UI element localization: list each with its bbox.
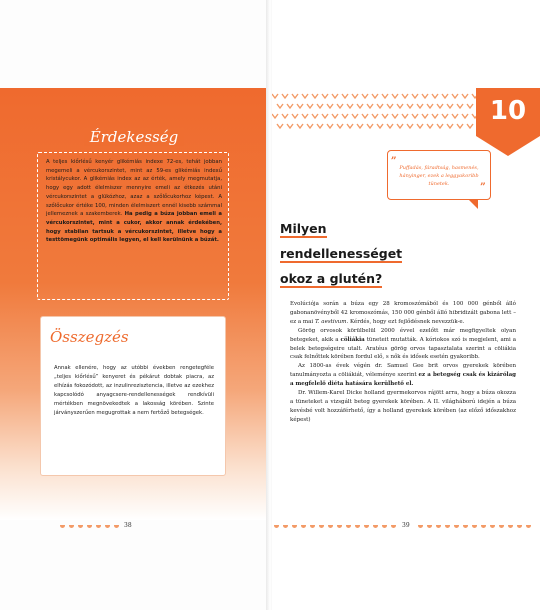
- chevron-mark: [462, 94, 468, 98]
- right-page: [272, 0, 540, 610]
- chevron-mark: [357, 104, 363, 108]
- chevron-mark: [332, 94, 338, 98]
- chevron-mark: [277, 104, 283, 108]
- chevron-mark: [342, 114, 348, 118]
- chevron-mark: [362, 114, 368, 118]
- chevron-mark: [432, 114, 438, 118]
- chevron-mark: [327, 104, 333, 108]
- chevron-mark: [402, 114, 408, 118]
- chevron-mark: [337, 104, 343, 108]
- chevron-mark: [387, 124, 393, 128]
- chevron-mark: [452, 94, 458, 98]
- pattern-dot: [328, 525, 333, 528]
- pattern-dot: [364, 525, 369, 528]
- chevron-mark: [317, 124, 323, 128]
- pattern-dot: [427, 525, 432, 528]
- chapter-heading: [280, 218, 480, 293]
- pattern-dot: [60, 525, 65, 528]
- pattern-dot: [508, 525, 513, 528]
- chevron-mark: [312, 114, 318, 118]
- chevron-mark: [332, 114, 338, 118]
- body-text: [290, 300, 516, 425]
- chevron-mark: [377, 104, 383, 108]
- chevron-mark: [302, 94, 308, 98]
- chevron-mark: [292, 114, 298, 118]
- chevron-mark: [412, 114, 418, 118]
- pattern-dot: [310, 525, 315, 528]
- chevron-mark: [467, 124, 473, 128]
- pattern-dot: [319, 525, 324, 528]
- chevron-mark: [312, 94, 318, 98]
- pattern-dot: [490, 525, 495, 528]
- chevron-mark: [422, 114, 428, 118]
- quote-text: Puffadás, fáradtság, hasmenés, hányinger, ezek a leggyakoribb tünetek.: [399, 165, 479, 187]
- chevron-mark: [417, 104, 423, 108]
- chevron-mark: [337, 124, 343, 128]
- paragraph-1: Evolúciója során a búza egy 28 kromoszómából és 100 000 génből álló gabonanövényből 42 kromoszómás, 150 000 génből álló hibridizált gabona lett – ez a mai T. aestivum. Kérdés, hogy ezt fejlődésnek nevezzük-e.: [290, 301, 516, 325]
- pattern-dot: [87, 525, 92, 528]
- chevron-mark: [422, 94, 428, 98]
- pattern-dot: [418, 525, 423, 528]
- osszegzes-title: Összegzés: [50, 328, 129, 346]
- left-page: [0, 0, 268, 610]
- chevron-mark: [322, 114, 328, 118]
- pattern-dot: [114, 525, 119, 528]
- chevron-mark: [272, 94, 278, 98]
- chevron-mark: [447, 124, 453, 128]
- chevron-mark: [277, 124, 283, 128]
- chevron-mark: [282, 114, 288, 118]
- chevron-mark: [297, 104, 303, 108]
- pattern-dot: [382, 525, 387, 528]
- chevron-mark: [347, 124, 353, 128]
- chevron-mark: [437, 124, 443, 128]
- pattern-dot: [283, 525, 288, 528]
- pattern-dot: [472, 525, 477, 528]
- chevron-mark: [442, 114, 448, 118]
- chevron-mark: [407, 104, 413, 108]
- chevron-mark: [347, 104, 353, 108]
- quote-open-mark: „: [391, 150, 397, 161]
- pattern-dot: [517, 525, 522, 528]
- chevron-mark: [457, 104, 463, 108]
- chevron-mark: [357, 124, 363, 128]
- chevron-mark: [342, 94, 348, 98]
- paragraph-2: Görög orvosok körülbelül 2000 évvel ezelőtt már megfigyeltek olyan betegeket, akik a cöliákia tüneteit mutatták. A kóriokos szó is megjelent, ami a belek betegségeire utalt. Aratéus görög orvos tapasztalata szerint a cöliákia csak felnőttek körében fordul elő, s nők és idősek esetén gyakoribb.: [290, 327, 516, 361]
- chevron-mark: [392, 94, 398, 98]
- osszegzes-text: Annak ellenére, hogy az utóbbi években rengetegféle „teljes kiőrlésű” kenyeret és pékárut dobtak piacra, az elhízás fokozódott, az inzulinrezisztencia, illetve az ezekhez kapcsolódó anyagcsere-rendellenességek rendkívüli mértékben megnövekedtek a lakosság körében. Szinte járványszerűen megugrottak a nem fertőző betegségek.: [54, 365, 214, 416]
- paragraph-4: Dr. Willem-Karel Dicke holland gyermekorvos rájött arra, hogy a búza okozza a tüneteket a vizsgált beteg gyerekek körében. A II. világháború idején a búza kevésbé volt hozzáférhető, így a holland gyerekek körében (az előző időszakhoz képest): [290, 390, 516, 423]
- chevron-mark: [292, 94, 298, 98]
- chevron-mark: [352, 114, 358, 118]
- chevron-mark: [307, 104, 313, 108]
- quote-close-mark: ”: [480, 182, 486, 193]
- pattern-dot: [463, 525, 468, 528]
- chevron-mark: [272, 114, 278, 118]
- right-bottom-pattern-left: [274, 525, 396, 528]
- chevron-mark: [322, 94, 328, 98]
- right-bottom-pattern-right: [418, 525, 531, 528]
- pattern-dot: [346, 525, 351, 528]
- quote-bubble-tail: [468, 199, 478, 209]
- pattern-dot: [499, 525, 504, 528]
- chevron-mark: [397, 104, 403, 108]
- chevron-mark: [287, 124, 293, 128]
- pattern-dot: [292, 525, 297, 528]
- right-page-number: 39: [402, 522, 410, 529]
- chevron-mark: [442, 94, 448, 98]
- chevron-mark: [362, 94, 368, 98]
- chevron-mark: [382, 94, 388, 98]
- erdekesseg-bold-text: Ha pedig a búza jobban emeli a vércukorszintet, mint a cukor, akkor annak érdekében, hogy stabilan tartsuk a vércukorszintet, illetve hogy a testtömegünk optimális legyen, el kell kerülnünk a búzát.: [46, 211, 222, 244]
- chevron-mark: [427, 104, 433, 108]
- left-bottom-pattern: [60, 525, 119, 528]
- erdekesseg-text: A teljes kiőrlésű kenyér glikémiás indexe 72-es, tehát jobban megemeli a vércukorszintet, mint az 59-es glikémiás indexű kristálycukor. A glikémiás index az az érték, amely megmutatja, hogy egy adott élelmiszer mennyire emeli az étkezés utáni vércukorszintet a glükózhoz, azaz a szőlőcukorhoz képest. A szőlőcukor értéke 100, minden élelmiszert ennél kisebb számmal jellemeznek a szakemberek. Ha pedig a búza jobban emeli a vércukorszintet, mint a cukor, akkor annak érdekében, hogy stabilan tartsuk a vércukorszintet, illetve hogy a testtömegünk optimális legyen, el kell kerülnünk a búzát.: [46, 159, 222, 244]
- pattern-dot: [391, 525, 396, 528]
- pattern-dot: [355, 525, 360, 528]
- pattern-dot: [274, 525, 279, 528]
- chevron-mark: [377, 124, 383, 128]
- erdekesseg-title: Érdekesség: [0, 128, 268, 146]
- chevron-mark: [407, 124, 413, 128]
- chevron-mark: [467, 104, 473, 108]
- chevron-mark: [397, 124, 403, 128]
- chevron-mark: [427, 124, 433, 128]
- chevron-mark: [287, 104, 293, 108]
- chapter-number: 10: [489, 96, 527, 126]
- chevron-mark: [432, 94, 438, 98]
- heading-line-2: rendellenességet: [280, 246, 403, 261]
- pattern-dot: [96, 525, 101, 528]
- paragraph-3: Az 1800-as évek végén dr. Samuel Gee brit orvos gyerekek körében tanulmányozta a cöliákiát, véleménye szerint ez a betegség csak és kizárólag a megfelelő diéta hatására kerülhető el.: [290, 363, 516, 388]
- chevron-mark: [302, 114, 308, 118]
- pattern-dot: [436, 525, 441, 528]
- pattern-dot: [301, 525, 306, 528]
- left-page-number: 38: [124, 522, 132, 529]
- chevron-mark: [317, 104, 323, 108]
- chevron-mark: [437, 104, 443, 108]
- chevron-mark: [382, 114, 388, 118]
- chevron-mark: [367, 104, 373, 108]
- chevron-mark: [372, 114, 378, 118]
- chevron-mark: [327, 124, 333, 128]
- pattern-dot: [337, 525, 342, 528]
- chevron-mark: [402, 94, 408, 98]
- chevron-mark: [462, 114, 468, 118]
- chevron-mark: [387, 104, 393, 108]
- pattern-dot: [454, 525, 459, 528]
- chevron-mark: [372, 94, 378, 98]
- chevron-mark: [392, 114, 398, 118]
- chevron-mark: [367, 124, 373, 128]
- chevron-mark: [457, 124, 463, 128]
- pattern-dot: [105, 525, 110, 528]
- chevron-mark: [307, 124, 313, 128]
- pattern-dot: [526, 525, 531, 528]
- heading-line-1: Milyen: [280, 221, 327, 236]
- pattern-dot: [78, 525, 83, 528]
- heading-line-3: okoz a glutén?: [280, 271, 383, 286]
- chevron-mark: [352, 94, 358, 98]
- chevron-mark: [297, 124, 303, 128]
- chevron-mark: [412, 94, 418, 98]
- pattern-dot: [373, 525, 378, 528]
- chevron-mark: [447, 104, 453, 108]
- pattern-dot: [481, 525, 486, 528]
- pattern-dot: [445, 525, 450, 528]
- chevron-mark: [452, 114, 458, 118]
- chevron-mark: [282, 94, 288, 98]
- chevron-mark: [417, 124, 423, 128]
- pattern-dot: [69, 525, 74, 528]
